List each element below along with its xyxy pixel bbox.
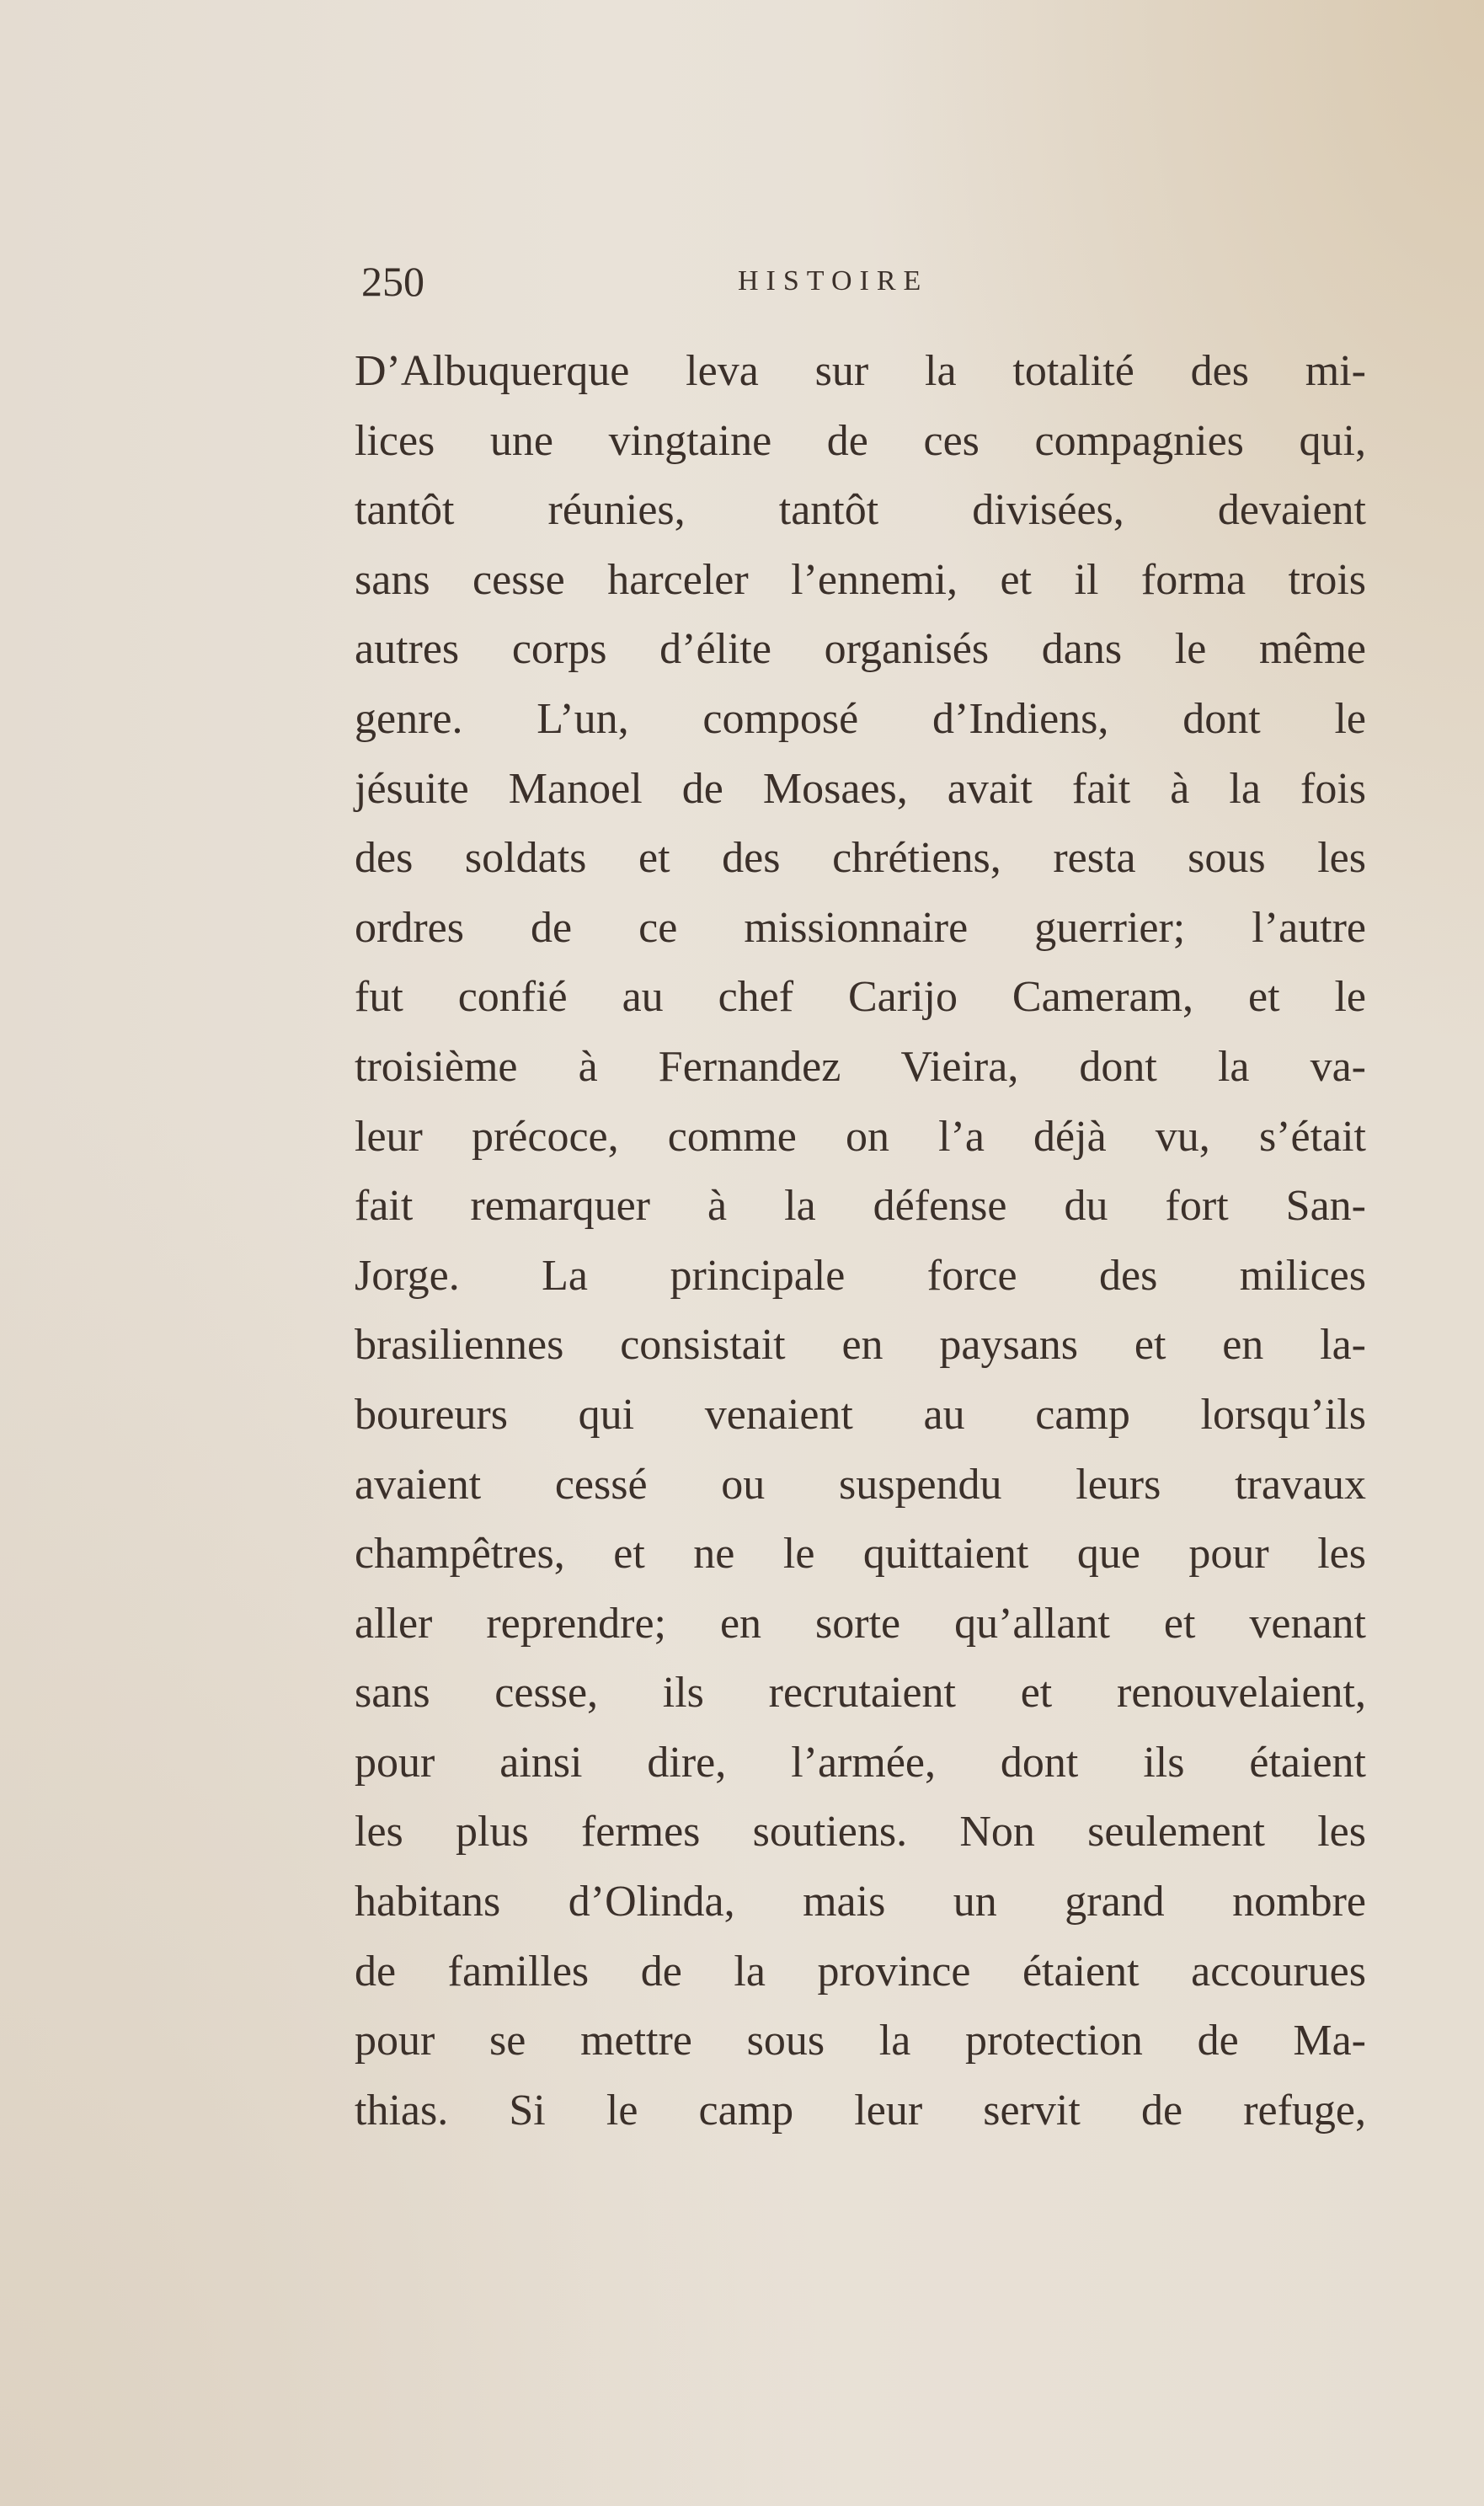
text-line: [355, 1451, 1366, 1520]
text-line-content: jésuite Manoel de Mosaes, avait fait à la fois: [355, 764, 1366, 813]
text-line: [355, 1937, 1366, 2007]
text-line-content: avaient cessé ou suspendu leurs travaux: [355, 1460, 1366, 1509]
text-line: [355, 1242, 1366, 1312]
text-line-content: fait remarquer à la défense du fort San-: [355, 1182, 1366, 1231]
text-line-content: sans cesse harceler l’ennemi, et il forma trois: [355, 555, 1366, 604]
body-text: [355, 337, 1366, 2145]
text-line-content: les plus fermes soutiens. Non seulement les: [355, 1808, 1366, 1857]
text-line-content: troisième à Fernandez Vieira, dont la va-: [355, 1042, 1366, 1091]
text-line-content: ordres de ce missionnaire guerrier; l’autre: [355, 903, 1366, 952]
text-line: [355, 1381, 1366, 1451]
text-line-content: D’Albuquerque leva sur la totalité des mi-: [355, 347, 1366, 395]
text-line: [355, 1867, 1366, 1937]
text-line: [355, 963, 1366, 1033]
text-line: [355, 685, 1366, 755]
text-line-content: leur précoce, comme on l’a déjà vu, s’était: [355, 1112, 1366, 1161]
page-number: 250: [361, 258, 424, 305]
text-line-content: thias. Si le camp leur servit de refuge,: [355, 2086, 1366, 2135]
text-line: [355, 1659, 1366, 1729]
text-line: [355, 824, 1366, 894]
text-line-content: aller reprendre; en sorte qu’allant et venant: [355, 1599, 1366, 1648]
text-line-content: boureurs qui venaient au camp lorsqu’ils: [355, 1390, 1366, 1439]
text-line: [355, 1103, 1366, 1173]
text-line: [355, 476, 1366, 546]
text-line: [355, 1520, 1366, 1590]
text-line: [355, 407, 1366, 477]
text-line-content: genre. L’un, composé d’Indiens, dont le: [355, 694, 1366, 743]
text-line: [355, 1311, 1366, 1381]
page-header: [355, 257, 1366, 316]
text-line-content: tantôt réunies, tantôt divisées, devaient: [355, 486, 1366, 535]
text-line: [355, 615, 1366, 685]
text-line: [355, 894, 1366, 964]
text-line-content: autres corps d’élite organisés dans le même: [355, 625, 1366, 674]
text-line: [355, 1172, 1366, 1242]
text-line-content: des soldats et des chrétiens, resta sous les: [355, 834, 1366, 883]
text-line-content: de familles de la province étaient accourues: [355, 1947, 1366, 1996]
text-line: [355, 1798, 1366, 1867]
text-line: [355, 337, 1366, 407]
text-line: [355, 1590, 1366, 1659]
text-line: [355, 755, 1366, 825]
text-line-content: Jorge. La principale force des milices: [355, 1251, 1366, 1300]
text-line: [355, 1033, 1366, 1103]
text-line: [355, 2076, 1366, 2146]
text-line-content: habitans d’Olinda, mais un grand nombre: [355, 1878, 1366, 1926]
text-line-content: champêtres, et ne le quittaient que pour les: [355, 1530, 1366, 1579]
text-line: [355, 546, 1366, 616]
text-line-content: pour se mettre sous la protection de Ma-: [355, 2017, 1366, 2065]
text-line: [355, 1729, 1366, 1798]
text-line: [355, 2006, 1366, 2076]
text-line-content: fut confié au chef Carijo Cameram, et le: [355, 973, 1366, 1022]
text-line-content: sans cesse, ils recrutaient et renouvelaient,: [355, 1669, 1366, 1718]
text-line-content: brasiliennes consistait en paysans et en la-: [355, 1321, 1366, 1370]
running-title: HISTOIRE: [738, 265, 929, 297]
text-line-content: pour ainsi dire, l’armée, dont ils étaient: [355, 1738, 1366, 1787]
text-line-content: lices une vingtaine de ces compagnies qui,: [355, 416, 1366, 465]
